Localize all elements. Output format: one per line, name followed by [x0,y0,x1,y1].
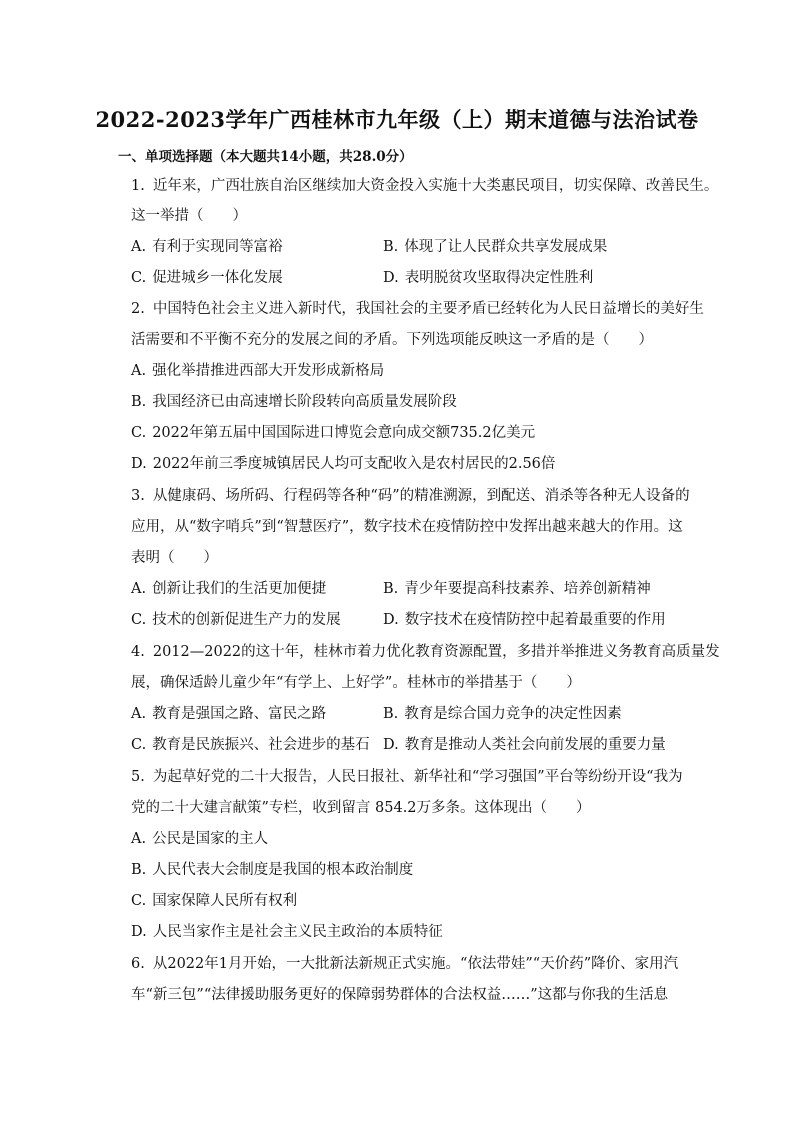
option-a[interactable] [131,704,326,724]
option-b[interactable] [131,860,413,880]
question-text: 从2022年1月开始，一大批新法新规正式实施。“依法带娃”“天价药”降价、家用汽 [152,956,679,972]
option-text: 表明脱贫攻坚取得决定性胜利 [404,270,594,286]
question-text-cont: 车“新三包”“法律援助服务更好的保障弱势群体的合法权益……”这都与你我的生活息 [131,987,669,1003]
option-text: 有利于实现同等富裕 [152,239,283,255]
question-4 [131,642,720,662]
question-number: 1. [131,178,145,194]
question-text-cont: 应用，从“数字哨兵”到“智慧医疗”，数字技术在疫情防控中发挥出越来越大的作用。这 [131,519,683,535]
option-text: 体现了让人民群众共享发展成果 [404,239,608,255]
option-text: 2022年第五届中国国际进口博览会意向成交额735.2亿美元 [152,425,536,441]
question-5 [131,767,683,787]
option-letter: D. [383,612,399,628]
option-d[interactable] [383,735,666,755]
option-letter: C. [131,270,147,286]
question-text-cont: 展，确保适龄儿童少年“有学上、上好学”。桂林市的举措基于（ ） [131,675,581,691]
question-text: 2012—2022的这十年，桂林市着力优化教育资源配置，多措并举推进义务教育高质量发 [152,644,720,660]
exam-title: 2022-2023学年广西桂林市九年级（上）期末道德与法治试卷 [95,107,699,132]
option-c[interactable] [131,735,370,755]
question-text: 为起草好党的二十大报告，人民日报社、新华社和“学习强国”平台等纷纷开设“我为 [152,769,683,785]
option-letter: A. [131,706,147,722]
option-b[interactable] [131,392,457,412]
option-text: 国家保障人民所有权利 [152,893,298,909]
question-number: 3. [131,488,145,504]
option-letter: A. [131,831,147,847]
option-letter: D. [383,737,399,753]
option-d[interactable] [383,610,666,630]
option-letter: A. [131,363,147,379]
option-c[interactable] [131,610,341,630]
option-letter: C. [131,612,147,628]
option-text: 促进城乡一体化发展 [152,270,283,286]
option-text: 教育是综合国力竞争的决定性因素 [404,706,622,722]
option-text: 我国经济已由高速增长阶段转向高质量发展阶段 [152,394,457,410]
option-text: 青少年要提高科技素养、培养创新精神 [404,581,651,597]
question-6 [131,954,678,974]
option-a[interactable] [131,361,384,381]
option-a[interactable] [131,237,283,257]
question-text-cont: 表明（ ） [131,550,218,566]
option-a[interactable] [131,829,268,849]
option-text: 人民代表大会制度是我国的根本政治制度 [152,862,414,878]
option-letter: D. [383,270,399,286]
option-text: 人民当家作主是社会主义民主政治的本质特征 [152,924,443,940]
option-letter: B. [383,239,399,255]
question-1 [131,176,718,196]
option-letter: C. [131,425,147,441]
option-text: 创新让我们的生活更加便捷 [152,581,327,597]
question-number: 4. [131,644,145,660]
option-text: 强化举措推进西部大开发形成新格局 [152,363,385,379]
option-text: 教育是强国之路、富民之路 [152,706,327,722]
section-heading: 一、单项选择题（本大题共14小题，共28.0分） [118,149,413,165]
question-3 [131,486,690,506]
option-b[interactable] [383,579,651,599]
option-b[interactable] [383,237,607,257]
question-text: 从健康码、场所码、行程码等各种“码”的精准溯源，到配送、消杀等各种无人设备的 [152,488,690,504]
option-c[interactable] [131,423,535,443]
question-number: 5. [131,769,145,785]
option-d[interactable] [131,454,555,474]
option-d[interactable] [383,268,593,288]
question-number: 2. [131,301,145,317]
question-text-cont: 这一举措（ ） [131,208,247,224]
question-2 [131,299,704,319]
question-text: 中国特色社会主义进入新时代，我国社会的主要矛盾已经转化为人民日益增长的美好生 [152,301,704,317]
option-letter: D. [131,924,147,940]
question-text: 近年来，广西壮族自治区继续加大资金投入实施十大类惠民项目，切实保障、改善民生。 [152,178,719,194]
option-c[interactable] [131,268,283,288]
option-text: 公民是国家的主人 [152,831,269,847]
option-text: 技术的创新促进生产力的发展 [152,612,341,628]
option-letter: B. [131,394,147,410]
option-letter: B. [383,706,399,722]
option-b[interactable] [383,704,622,724]
option-text: 教育是推动人类社会向前发展的重要力量 [404,737,666,753]
option-letter: B. [383,581,399,597]
question-text-cont: 活需要和不平衡不充分的发展之间的矛盾。下列选项能反映这一矛盾的是（ ） [131,332,653,348]
option-a[interactable] [131,579,326,599]
option-letter: C. [131,737,147,753]
option-d[interactable] [131,922,443,942]
option-letter: A. [131,239,147,255]
option-letter: C. [131,893,147,909]
option-c[interactable] [131,891,297,911]
option-letter: A. [131,581,147,597]
option-letter: D. [131,456,147,472]
question-number: 6. [131,956,145,972]
option-text: 教育是民族振兴、社会进步的基石 [152,737,370,753]
question-text-cont: 党的二十大建言献策”专栏，收到留言 854.2万多条。这体现出（ ） [131,800,591,816]
option-text: 数字技术在疫情防控中起着最重要的作用 [404,612,666,628]
option-text: 2022年前三季度城镇居民人均可支配收入是农村居民的2.56倍 [152,456,556,472]
option-letter: B. [131,862,147,878]
